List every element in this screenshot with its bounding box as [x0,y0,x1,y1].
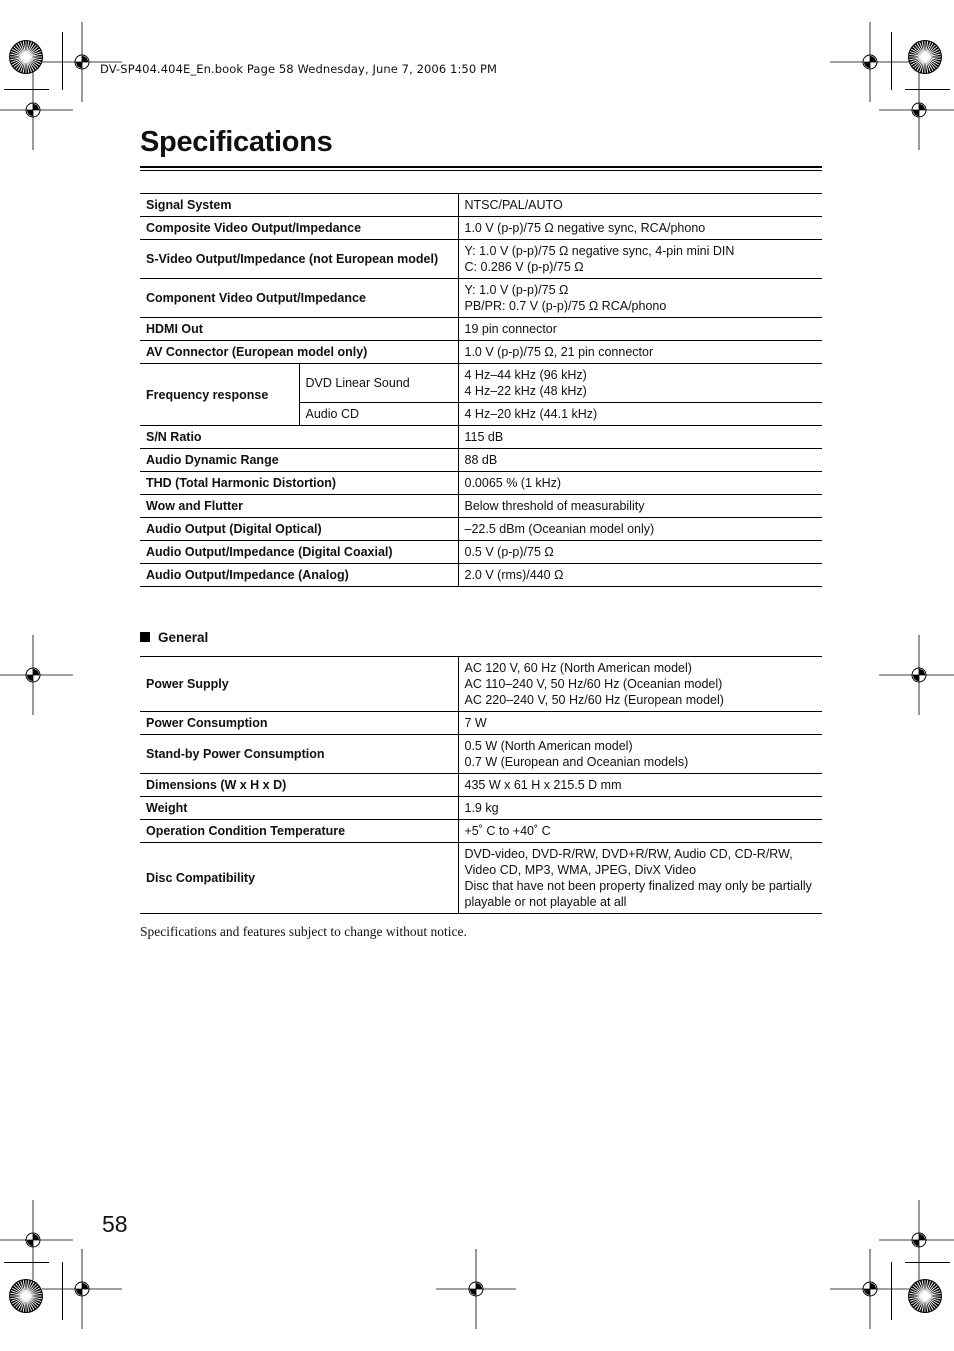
spec-value [458,735,822,774]
spec-value [458,279,822,318]
spec-label: Audio Output/Impedance (Analog) [140,564,458,587]
table-row [140,472,822,495]
spec-label: Disc Compatibility [140,843,458,914]
table-row [140,449,822,472]
spec-value [458,472,822,495]
spec-value-line: 88 dB [464,453,498,467]
spec-sub-label: Audio CD [299,403,458,426]
spec-label: Power Consumption [140,712,458,735]
spec-value-line: 4 Hz–20 kHz (44.1 kHz) [464,407,598,421]
crosshair-registration-icon [0,635,73,715]
table-row [140,518,822,541]
spec-sub-label: DVD Linear Sound [299,364,458,403]
spec-label: Signal System [140,194,458,217]
general-table [140,656,822,914]
spec-value-line: Y: 1.0 V (p-p)/75 Ω negative sync, 4-pin mini DIN [464,244,735,258]
spec-value [458,426,822,449]
spec-value-line: 1.0 V (p-p)/75 Ω negative sync, RCA/phono [464,221,706,235]
crop-line [891,1262,892,1320]
starburst-registration-icon [907,39,943,75]
spec-value-line: 7 W [464,716,487,730]
spec-label: Operation Condition Temperature [140,820,458,843]
page-number: 58 [102,1211,128,1237]
table-row [140,240,822,279]
spec-label: Audio Output (Digital Optical) [140,518,458,541]
spec-value-line: 0.7 W (European and Oceanian models) [464,755,689,769]
spec-label: HDMI Out [140,318,458,341]
table-row [140,820,822,843]
spec-value [458,341,822,364]
table-row [140,657,822,712]
spec-value-line: 2.0 V (rms)/440 Ω [464,568,564,582]
table-row [140,341,822,364]
table-row [140,318,822,341]
spec-label: Stand-by Power Consumption [140,735,458,774]
page-title: Specifications [140,126,333,158]
spec-value [458,217,822,240]
spec-label: Wow and Flutter [140,495,458,518]
spec-value-line: C: 0.286 V (p-p)/75 Ω [464,260,584,274]
spec-value [458,657,822,712]
general-heading-text: General [158,630,209,645]
table-row [140,564,822,587]
spec-value-line: 4 Hz–44 kHz (96 kHz) [464,368,587,382]
spec-value-line: DVD-video, DVD-R/RW, DVD+R/RW, Audio CD, CD-R/RW, [464,847,793,861]
spec-value-line: Video CD, MP3, WMA, JPEG, DivX Video [464,863,697,877]
spec-label: S-Video Output/Impedance (not European model) [140,240,458,279]
spec-value [458,364,822,403]
crop-line [62,1262,63,1320]
spec-value [458,495,822,518]
table-row [140,217,822,240]
spec-label: Composite Video Output/Impedance [140,217,458,240]
spec-label: Audio Output/Impedance (Digital Coaxial) [140,541,458,564]
spec-value [458,820,822,843]
spec-label: Weight [140,797,458,820]
table-row [140,364,822,403]
spec-label: S/N Ratio [140,426,458,449]
spec-value [458,403,822,426]
table-row [140,426,822,449]
footnote: Specifications and features subject to change without notice. [140,924,467,939]
crosshair-registration-icon [879,635,954,715]
spec-value-line: +5˚ C to +40˚ C [464,824,551,838]
spec-value-line: 115 dB [464,430,504,444]
spec-value-line: playable or not playable at all [464,895,627,909]
spec-value [458,318,822,341]
title-rule [140,166,822,171]
crosshair-registration-icon [42,1249,122,1329]
spec-label: Frequency response [140,364,299,426]
spec-label: THD (Total Harmonic Distortion) [140,472,458,495]
crop-line [891,32,892,90]
crop-line [4,89,49,90]
spec-value-line: 4 Hz–22 kHz (48 kHz) [464,384,587,398]
spec-value-line: 1.9 kg [464,801,499,815]
book-header-line: DV-SP404.404E_En.book Page 58 Wednesday, June 7, 2006 1:50 PM [100,62,498,76]
spec-value-line: Y: 1.0 V (p-p)/75 Ω [464,283,569,297]
spec-value-line: 0.5 W (North American model) [464,739,633,753]
spec-value-line: –22.5 dBm (Oceanian model only) [464,522,655,536]
starburst-registration-icon [8,39,44,75]
spec-value-line: NTSC/PAL/AUTO [464,198,563,212]
spec-value-line: Below threshold of measurability [464,499,645,513]
spec-value-line: AC 110–240 V, 50 Hz/60 Hz (Oceanian model) [464,677,723,691]
spec-value [458,541,822,564]
starburst-registration-icon [8,1278,44,1314]
spec-value-line: AC 220–240 V, 50 Hz/60 Hz (European model) [464,693,724,707]
spec-value-line: PB/PR: 0.7 V (p-p)/75 Ω RCA/phono [464,299,667,313]
spec-value [458,774,822,797]
crop-line [4,1262,49,1263]
table-row [140,843,822,914]
crop-line [905,1262,950,1263]
spec-value [458,564,822,587]
spec-value-line: 435 W x 61 H x 215.5 D mm [464,778,622,792]
spec-label: AV Connector (European model only) [140,341,458,364]
spec-value [458,194,822,217]
crosshair-registration-icon [830,1249,910,1329]
table-row [140,279,822,318]
spec-value [458,240,822,279]
spec-value-line: 0.5 V (p-p)/75 Ω [464,545,554,559]
general-section-heading [140,630,208,645]
table-row [140,735,822,774]
spec-value-line: 0.0065 % (1 kHz) [464,476,562,490]
spec-value-line: AC 120 V, 60 Hz (North American model) [464,661,692,675]
specifications-table [140,193,822,587]
table-row [140,495,822,518]
spec-value [458,712,822,735]
table-row [140,712,822,735]
spec-value-line: Disc that have not been property finalized may only be partially [464,879,812,893]
table-row [140,541,822,564]
spec-value [458,797,822,820]
spec-label: Power Supply [140,657,458,712]
spec-value [458,843,822,914]
crop-line [905,89,950,90]
spec-value-line: 19 pin connector [464,322,557,336]
spec-value [458,518,822,541]
spec-value [458,449,822,472]
table-row [140,194,822,217]
table-row [140,797,822,820]
crosshair-registration-icon [436,1249,516,1329]
spec-label: Component Video Output/Impedance [140,279,458,318]
spec-label: Audio Dynamic Range [140,449,458,472]
crop-line [62,32,63,90]
starburst-registration-icon [907,1278,943,1314]
table-row [140,774,822,797]
spec-value-line: 1.0 V (p-p)/75 Ω, 21 pin connector [464,345,654,359]
spec-label: Dimensions (W x H x D) [140,774,458,797]
square-bullet-icon [140,632,150,642]
